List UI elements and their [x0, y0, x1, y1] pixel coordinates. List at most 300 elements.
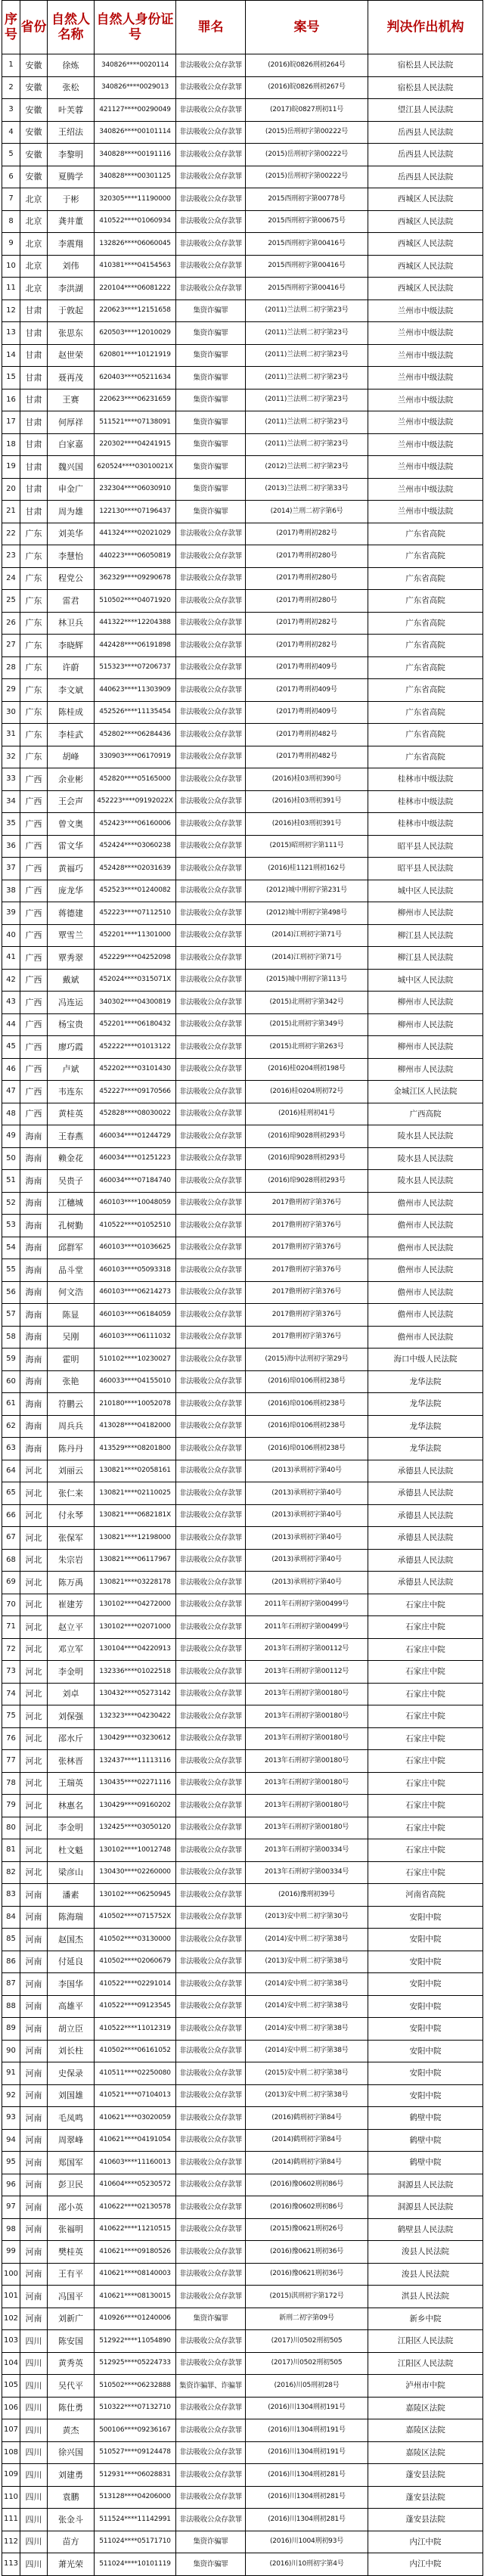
row-seq: 70 — [2, 1594, 20, 1616]
row-case-number: (2013)承刑初字第40号 — [246, 1460, 368, 1482]
row-crime: 非法吸收公众存款罪 — [176, 2129, 246, 2152]
row-court: 兰州市中级法院 — [368, 478, 483, 501]
row-id-number: 452202****03101430 — [95, 1058, 176, 1081]
row-name: 覃秀翠 — [48, 947, 95, 970]
row-id-number: 130102****04272000 — [95, 1594, 176, 1616]
row-case-number: (2017)川0502刑初505 — [246, 2352, 368, 2375]
row-seq: 15 — [2, 367, 20, 390]
row-province: 四川 — [20, 2531, 48, 2553]
row-id-number: 122130****07196437 — [95, 501, 176, 523]
row-name: 李金明 — [48, 1817, 95, 1839]
row-court: 蓬安县法院 — [368, 2509, 483, 2531]
row-case-number: (2014)兰刑二初字第6号 — [246, 501, 368, 523]
table-row — [2, 1995, 483, 2018]
row-crime: 非法吸收公众存款罪 — [176, 1482, 246, 1505]
row-court: 岳西县人民法院 — [368, 144, 483, 166]
row-id-number: 410502****03130000 — [95, 1929, 176, 1951]
row-province: 海南 — [20, 1215, 48, 1237]
table-row — [2, 2419, 483, 2442]
row-seq: 62 — [2, 1415, 20, 1438]
row-case-number: (2017)粤刑初282号 — [246, 612, 368, 635]
row-court: 西城区人民法院 — [368, 188, 483, 211]
row-province: 河南 — [20, 2018, 48, 2041]
row-id-number: 340302****04300819 — [95, 992, 176, 1014]
row-crime: 非法吸收公众存款罪 — [176, 1125, 246, 1148]
row-seq: 38 — [2, 880, 20, 902]
row-case-number: (2017)粤刑初280号 — [246, 545, 368, 568]
table-row — [2, 2330, 483, 2353]
row-crime: 非法吸收公众存款罪 — [176, 99, 246, 122]
row-id-number: 410604****05230572 — [95, 2174, 176, 2196]
table-row — [2, 76, 483, 99]
row-court: 石家庄中院 — [368, 1772, 483, 1795]
row-id-number: 452222****01013122 — [95, 1036, 176, 1059]
row-court: 龙华法院 — [368, 1438, 483, 1460]
row-name: 张艳 — [48, 1370, 95, 1393]
row-seq: 67 — [2, 1527, 20, 1550]
row-id-number: 410603****11160013 — [95, 2152, 176, 2174]
row-province: 河北 — [20, 1616, 48, 1639]
row-crime: 非法吸收公众存款罪 — [176, 255, 246, 278]
row-name: 黄桂英 — [48, 1103, 95, 1125]
row-name: 黄福巧 — [48, 858, 95, 880]
row-seq: 63 — [2, 1438, 20, 1460]
row-id-number: 441322****12204388 — [95, 612, 176, 635]
row-seq: 84 — [2, 1906, 20, 1929]
row-crime: 非法吸收公众存款罪 — [176, 1906, 246, 1929]
row-id-number: 130821****06117967 — [95, 1549, 176, 1572]
row-case-number: (2016)琼9028刑初293号 — [246, 1147, 368, 1170]
row-case-number: (2017)粤刑初409号 — [246, 679, 368, 702]
table-row — [2, 1036, 483, 1059]
row-case-number: 2011年石刑初字第00499号 — [246, 1616, 368, 1639]
row-seq: 18 — [2, 433, 20, 456]
row-court: 陵水县人民法院 — [368, 1170, 483, 1193]
row-seq: 92 — [2, 2084, 20, 2107]
row-seq: 24 — [2, 567, 20, 590]
table-row — [2, 1415, 483, 1438]
table-row — [2, 2441, 483, 2464]
row-court: 鹤壁县人民法院 — [368, 2218, 483, 2241]
row-case-number: (2011)兰法刑二初字第23号 — [246, 389, 368, 411]
row-id-number: 220623****06231659 — [95, 389, 176, 411]
row-case-number: (2017)粤刑初409号 — [246, 656, 368, 679]
row-seq: 50 — [2, 1147, 20, 1170]
row-crime: 非法吸收公众存款罪 — [176, 121, 246, 144]
row-case-number: 2013年石刑初字第00180号 — [246, 1683, 368, 1705]
row-name: 毛凤鸣 — [48, 2107, 95, 2130]
row-crime: 非法吸收公众存款罪 — [176, 1081, 246, 1103]
table-row — [2, 768, 483, 791]
row-id-number: 510527****09124478 — [95, 2441, 176, 2464]
row-seq: 56 — [2, 1281, 20, 1304]
row-crime: 非法吸收公众存款罪 — [176, 1727, 246, 1750]
row-name: 邵水斤 — [48, 1727, 95, 1750]
row-id-number: 452526****11135454 — [95, 701, 176, 724]
row-crime: 非法吸收公众存款罪 — [176, 992, 246, 1014]
row-name: 刘新广 — [48, 2308, 95, 2330]
row-seq: 111 — [2, 2509, 20, 2531]
table-row — [2, 144, 483, 166]
row-crime: 非法吸收公众存款罪 — [176, 2107, 246, 2130]
row-province: 四川 — [20, 2553, 48, 2576]
row-id-number: 410926****01240006 — [95, 2308, 176, 2330]
row-seq: 3 — [2, 99, 20, 122]
row-court: 浚县人民法院 — [368, 2241, 483, 2264]
row-name: 张仁来 — [48, 1482, 95, 1505]
row-province: 河南 — [20, 1951, 48, 1973]
row-case-number: (2016)桂0204刑初198号 — [246, 1058, 368, 1081]
row-name: 赖金花 — [48, 1147, 95, 1170]
row-id-number: 452428****02031639 — [95, 858, 176, 880]
row-crime: 非法吸收公众存款罪 — [176, 1504, 246, 1527]
table-row — [2, 2218, 483, 2241]
row-court: 石家庄中院 — [368, 1705, 483, 1728]
row-seq: 60 — [2, 1370, 20, 1393]
row-case-number: (2014)江刑初字第71号 — [246, 924, 368, 947]
row-seq: 14 — [2, 344, 20, 367]
row-crime: 非法吸收公众存款罪 — [176, 1549, 246, 1572]
row-province: 四川 — [20, 2486, 48, 2509]
row-crime: 非法吸收公众存款罪 — [176, 2509, 246, 2531]
row-id-number: 452227****09170566 — [95, 1081, 176, 1103]
row-name: 李文斌 — [48, 679, 95, 702]
row-province: 广东 — [20, 612, 48, 635]
row-seq: 5 — [2, 144, 20, 166]
row-id-number: 340828****00191116 — [95, 144, 176, 166]
row-crime: 非法吸收公众存款罪 — [176, 2486, 246, 2509]
row-court: 广东省高院 — [368, 701, 483, 724]
row-crime: 非法吸收公众存款罪 — [176, 2419, 246, 2442]
row-id-number: 512922****11054890 — [95, 2330, 176, 2353]
row-crime: 非法吸收公众存款罪 — [176, 2286, 246, 2308]
row-case-number: (2016)川1004刑初93号 — [246, 2531, 368, 2553]
row-id-number: 410621****08140003 — [95, 2263, 176, 2286]
row-court: 淇县人民法院 — [368, 2286, 483, 2308]
row-case-number: (2017)皖0827刑初11号 — [246, 99, 368, 122]
row-court: 洞源县人民法院 — [368, 2196, 483, 2219]
row-name: 李晓辉 — [48, 635, 95, 657]
row-case-number: (2016)川1304刑初191号 — [246, 2397, 368, 2419]
row-seq: 42 — [2, 969, 20, 992]
row-seq: 103 — [2, 2330, 20, 2353]
table-row — [2, 1058, 483, 1081]
row-court: 兰州市中级法院 — [368, 299, 483, 322]
row-province: 广西 — [20, 1013, 48, 1036]
row-seq: 106 — [2, 2397, 20, 2419]
row-id-number: 410522****09123545 — [95, 1995, 176, 2018]
table-row — [2, 880, 483, 902]
table-row — [2, 2397, 483, 2419]
row-name: 龚井董 — [48, 210, 95, 233]
table-body — [2, 54, 483, 2576]
row-province: 河北 — [20, 1795, 48, 1817]
row-province: 甘肃 — [20, 299, 48, 322]
row-court: 安阳中院 — [368, 1906, 483, 1929]
row-case-number: (2016)鹤刑初字第84号 — [246, 2107, 368, 2130]
row-crime: 非法吸收公众存款罪 — [176, 2352, 246, 2375]
row-id-number: 510502****04071920 — [95, 590, 176, 613]
row-province: 安徽 — [20, 76, 48, 99]
row-province: 河北 — [20, 1817, 48, 1839]
row-id-number: 460103****06111032 — [95, 1326, 176, 1349]
row-seq: 102 — [2, 2308, 20, 2330]
table-row — [2, 1727, 483, 1750]
row-province: 安徽 — [20, 99, 48, 122]
row-case-number: 2015西刑初字第00416号 — [246, 233, 368, 256]
row-case-number: (2014)鹤刑初字第84号 — [246, 2129, 368, 2152]
table-row — [2, 2286, 483, 2308]
row-name: 李洪湖 — [48, 278, 95, 300]
row-seq: 79 — [2, 1795, 20, 1817]
row-province: 河南 — [20, 2241, 48, 2264]
row-id-number: 210180****10052078 — [95, 1393, 176, 1416]
row-id-number: 410381****04154563 — [95, 255, 176, 278]
row-id-number: 340826****0020114 — [95, 54, 176, 77]
table-row — [2, 2352, 483, 2375]
row-name: 李慧怡 — [48, 545, 95, 568]
row-court: 蓬安县法院 — [368, 2486, 483, 2509]
row-name: 王赛 — [48, 389, 95, 411]
table-row — [2, 1951, 483, 1973]
row-crime: 非法吸收公众存款罪 — [176, 724, 246, 746]
row-court: 兰州市中级法院 — [368, 344, 483, 367]
row-name: 吴刚 — [48, 1326, 95, 1349]
row-seq: 96 — [2, 2174, 20, 2196]
table-row — [2, 1370, 483, 1393]
row-seq: 35 — [2, 813, 20, 836]
row-seq: 100 — [2, 2263, 20, 2286]
header-id-number: 自然人身份证号 — [95, 1, 176, 54]
row-province: 河南 — [20, 2040, 48, 2062]
row-province: 海南 — [20, 1170, 48, 1193]
row-case-number: (2011)兰法刑二初字第23号 — [246, 367, 368, 390]
row-seq: 13 — [2, 322, 20, 345]
table-row — [2, 2464, 483, 2487]
row-province: 广西 — [20, 768, 48, 791]
row-province: 海南 — [20, 1349, 48, 1371]
row-court: 广东省高院 — [368, 545, 483, 568]
row-crime: 非法吸收公众存款罪 — [176, 166, 246, 188]
row-seq: 21 — [2, 501, 20, 523]
row-case-number: (2011)兰法刑二初字第23号 — [246, 322, 368, 345]
table-row — [2, 166, 483, 188]
row-id-number: 132336****01022518 — [95, 1661, 176, 1684]
row-seq: 61 — [2, 1393, 20, 1416]
row-id-number: 413529****08201800 — [95, 1438, 176, 1460]
table-row — [2, 2375, 483, 2398]
row-crime: 非法吸收公众存款罪 — [176, 523, 246, 545]
row-court: 洞源县人民法院 — [368, 2174, 483, 2196]
row-court: 儋州市人民法院 — [368, 1237, 483, 1259]
row-crime: 非法吸收公众存款罪 — [176, 2018, 246, 2041]
row-court: 望江县人民法院 — [368, 99, 483, 122]
row-crime: 非法吸收公众存款罪 — [176, 701, 246, 724]
row-province: 广西 — [20, 1036, 48, 1059]
table-row — [2, 724, 483, 746]
row-case-number: 2015西刑初字第00778号 — [246, 188, 368, 211]
row-name: 徐兴国 — [48, 2441, 95, 2464]
row-name: 卢斌 — [48, 1058, 95, 1081]
row-name: 程党公 — [48, 567, 95, 590]
row-case-number: (2016)琼9028刑初293号 — [246, 1170, 368, 1193]
row-court: 承德县人民法院 — [368, 1482, 483, 1505]
row-court: 嘉陵区法院 — [368, 2397, 483, 2419]
row-seq: 86 — [2, 1951, 20, 1973]
row-name: 雷文华 — [48, 835, 95, 858]
row-id-number: 130821****12198000 — [95, 1527, 176, 1550]
row-court: 宿松县人民法院 — [368, 54, 483, 77]
row-crime: 非法吸收公众存款罪 — [176, 1683, 246, 1705]
table-row — [2, 612, 483, 635]
row-court: 安阳中院 — [368, 1973, 483, 1996]
row-case-number: (2016)桂03刑初390号 — [246, 768, 368, 791]
row-case-number: (2011)兰法刑二初字第23号 — [246, 344, 368, 367]
table-row — [2, 1750, 483, 1773]
row-seq: 26 — [2, 612, 20, 635]
row-case-number: 2017儋刑初字第376号 — [246, 1259, 368, 1282]
row-seq: 2 — [2, 76, 20, 99]
row-province: 河南 — [20, 2218, 48, 2241]
row-case-number: (2016)桂1121刑初162号 — [246, 858, 368, 880]
row-crime: 非法吸收公众存款罪 — [176, 144, 246, 166]
row-province: 广东 — [20, 545, 48, 568]
row-seq: 54 — [2, 1237, 20, 1259]
row-name: 黄秀英 — [48, 2352, 95, 2375]
row-id-number: 410522****01052510 — [95, 1215, 176, 1237]
row-name: 李震翔 — [48, 233, 95, 256]
row-crime: 非法吸收公众存款罪 — [176, 1973, 246, 1996]
table-row — [2, 1795, 483, 1817]
row-crime: 非法吸收公众存款罪 — [176, 567, 246, 590]
row-crime: 非法吸收公众存款罪 — [176, 2152, 246, 2174]
row-province: 广东 — [20, 635, 48, 657]
row-name: 周为雄 — [48, 501, 95, 523]
row-court: 江阳区人民法院 — [368, 2330, 483, 2353]
row-court: 安阳中院 — [368, 1995, 483, 2018]
row-crime: 非法吸收公众存款罪 — [176, 1370, 246, 1393]
row-id-number: 460103****05093318 — [95, 1259, 176, 1282]
row-name: 张松 — [48, 76, 95, 99]
row-name: 杨宝贵 — [48, 1013, 95, 1036]
row-name: 陈丹丹 — [48, 1438, 95, 1460]
table-row — [2, 1393, 483, 1416]
row-case-number: (2014)安中刑二初字第38号 — [246, 2040, 368, 2062]
row-province: 河北 — [20, 1638, 48, 1661]
row-seq: 88 — [2, 1995, 20, 2018]
table-row — [2, 1259, 483, 1282]
row-id-number: 132323****04230422 — [95, 1705, 176, 1728]
row-name: 王春燕 — [48, 1125, 95, 1148]
row-crime: 非法吸收公众存款罪 — [176, 54, 246, 77]
row-case-number: (2016)川1304刑初191号 — [246, 2419, 368, 2442]
row-province: 河南 — [20, 1929, 48, 1951]
table-row — [2, 701, 483, 724]
row-crime: 非法吸收公众存款罪 — [176, 1438, 246, 1460]
row-id-number: 410621****09180526 — [95, 2241, 176, 2264]
row-name: 张保军 — [48, 1527, 95, 1550]
table-row — [2, 2174, 483, 2196]
row-case-number: 2017儋刑初字第376号 — [246, 1326, 368, 1349]
row-case-number: (2014)安中刑二初字第38号 — [246, 2018, 368, 2041]
row-court: 海口中级人民法院 — [368, 1349, 483, 1371]
row-seq: 37 — [2, 858, 20, 880]
row-province: 广西 — [20, 858, 48, 880]
row-case-number: (2015)海中法刑初字第29号 — [246, 1349, 368, 1371]
row-case-number: 2017儋刑初字第376号 — [246, 1237, 368, 1259]
table-row — [2, 433, 483, 456]
row-court: 石家庄中院 — [368, 1750, 483, 1773]
row-province: 广东 — [20, 656, 48, 679]
row-seq: 12 — [2, 299, 20, 322]
row-name: 申金广 — [48, 478, 95, 501]
row-case-number: 2013年石刑初字第00334号 — [246, 1861, 368, 1884]
row-seq: 20 — [2, 478, 20, 501]
row-name: 江穗城 — [48, 1192, 95, 1215]
row-name: 王会声 — [48, 790, 95, 813]
row-crime: 集资诈骗罪 — [176, 2308, 246, 2330]
row-case-number: (2016)川10刑初字第4号 — [246, 2553, 368, 2576]
row-crime: 非法吸收公众存款罪 — [176, 1036, 246, 1059]
row-name: 雷君 — [48, 590, 95, 613]
row-court: 承德县人民法院 — [368, 1549, 483, 1572]
row-court: 儋州市人民法院 — [368, 1259, 483, 1282]
row-crime: 非法吸收公众存款罪 — [176, 924, 246, 947]
row-id-number: 452820****05165000 — [95, 768, 176, 791]
row-case-number: (2014)安中刑二初字第38号 — [246, 1929, 368, 1951]
row-id-number: 452229****04252098 — [95, 947, 176, 970]
row-seq: 31 — [2, 724, 20, 746]
table-row — [2, 635, 483, 657]
row-province: 广西 — [20, 924, 48, 947]
row-province: 河北 — [20, 1727, 48, 1750]
table-row — [2, 1817, 483, 1839]
row-case-number: (2016)琼0106刑初238号 — [246, 1415, 368, 1438]
row-court: 西城区人民法院 — [368, 255, 483, 278]
row-court: 石家庄中院 — [368, 1795, 483, 1817]
row-province: 河南 — [20, 2062, 48, 2085]
row-seq: 7 — [2, 188, 20, 211]
row-id-number: 620801****10121919 — [95, 344, 176, 367]
table-row — [2, 456, 483, 479]
row-case-number: (2015)豫0621刑初26号 — [246, 2218, 368, 2241]
row-province: 河北 — [20, 1772, 48, 1795]
row-id-number: 512931****06028831 — [95, 2464, 176, 2487]
table-row — [2, 299, 483, 322]
table-row — [2, 278, 483, 300]
row-case-number: (2015)北刑初字第263号 — [246, 1036, 368, 1059]
row-court: 广东省高院 — [368, 567, 483, 590]
row-court: 兰州市中级法院 — [368, 367, 483, 390]
row-id-number: 460034****01251223 — [95, 1147, 176, 1170]
row-court: 龙华法院 — [368, 1415, 483, 1438]
row-crime: 非法吸收公众存款罪 — [176, 1839, 246, 1862]
row-province: 河北 — [20, 1839, 48, 1862]
row-case-number: (2014)江刑初字第71号 — [246, 947, 368, 970]
row-name: 赵世荣 — [48, 344, 95, 367]
row-case-number: (2012)城中刑初字第498号 — [246, 902, 368, 925]
row-seq: 11 — [2, 278, 20, 300]
row-id-number: 511524****11142991 — [95, 2509, 176, 2531]
row-court: 柳江县人民法院 — [368, 924, 483, 947]
row-province: 四川 — [20, 2330, 48, 2353]
row-case-number: (2015)北刑初字第349号 — [246, 1013, 368, 1036]
table-row — [2, 969, 483, 992]
row-name: 许蔚 — [48, 656, 95, 679]
row-name: 林惠名 — [48, 1795, 95, 1817]
row-crime: 集资诈骗罪 — [176, 322, 246, 345]
row-name: 袁鹏 — [48, 2486, 95, 2509]
